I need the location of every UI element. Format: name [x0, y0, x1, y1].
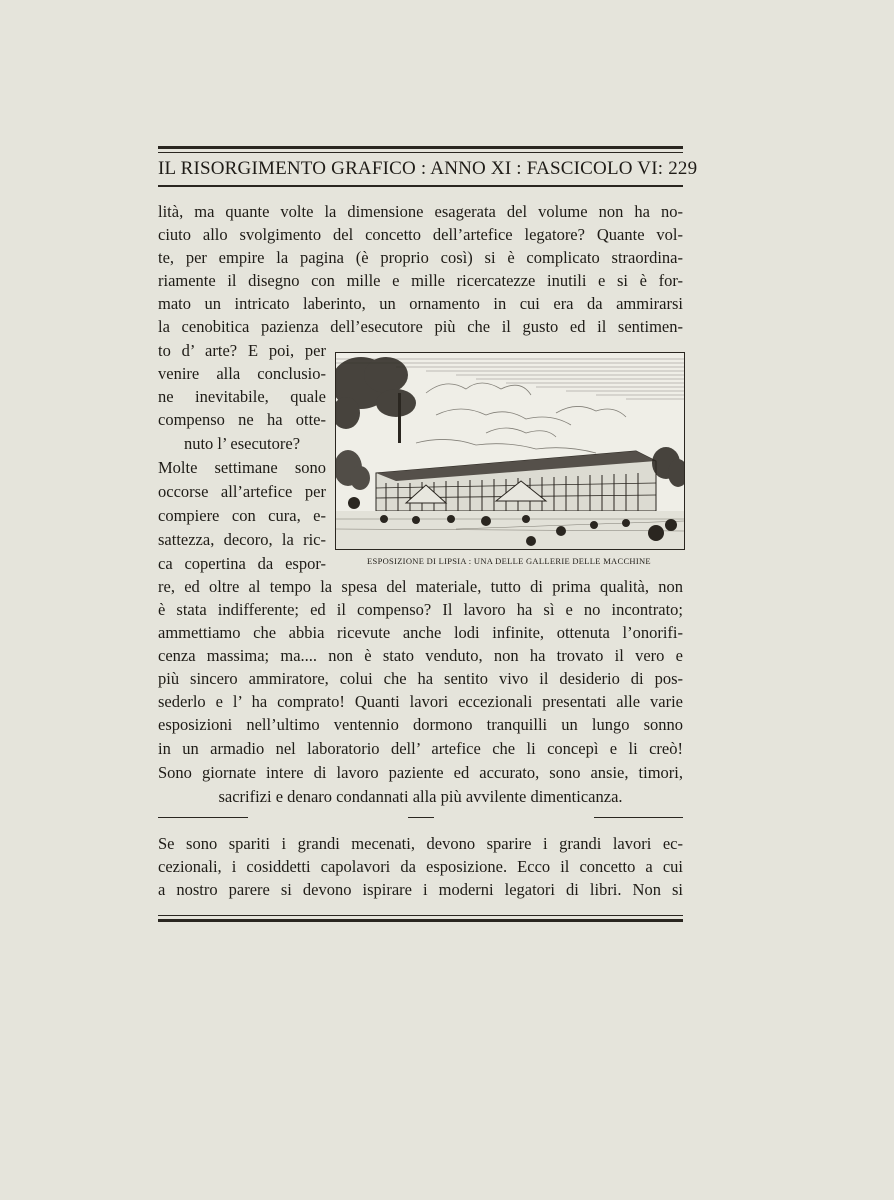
text-line: riamente il disegno con mille e mille ricercatezze inutili e si è for- — [158, 271, 683, 290]
text-line: ca copertina da espor- — [158, 554, 326, 573]
text-line: più sincero ammiratore, colui che ha sentito vivo il desiderio di pos- — [158, 669, 683, 688]
header-top-rule — [158, 146, 683, 153]
text-line: Se sono spariti i grandi mecenati, devono sparire i grandi lavori ec- — [158, 834, 683, 853]
figure-caption: ESPOSIZIONE DI LIPSIA : UNA DELLE GALLERIE DELLE MACCHINE — [367, 556, 651, 566]
running-header-title: IL RISORGIMENTO GRAFICO : ANNO XI : FASCICOLO VI — [158, 158, 658, 179]
text-line: compiere con cura, e- — [158, 506, 326, 525]
text-line: to d’ arte? E poi, per — [158, 341, 326, 360]
text-line-closing: sacrifizi e denaro condannati alla più avvilente dimenticanza. — [218, 787, 623, 806]
text-line: venire alla conclusio- — [158, 364, 326, 383]
text-line: cezionali, i cosiddetti capolavori da esposizione. Ecco il concetto a cui — [158, 857, 683, 876]
section-divider-center — [408, 817, 434, 818]
exhibition-engraving — [335, 352, 685, 550]
text-line: in un armadio nel laboratorio dell’ artefice che li concepì e li creò! — [158, 739, 683, 758]
text-line: la cenobitica pazienza dell’esecutore più che il gusto ed il sentimen- — [158, 317, 683, 336]
text-line: nuto l’ esecutore? — [183, 434, 301, 453]
text-line: Sono giornate intere di lavoro paziente ed accurato, sono ansie, timori, — [158, 763, 683, 782]
text-line: re, ed oltre al tempo la spesa del materiale, tutto di prima qualità, non — [158, 577, 683, 596]
header-bottom-rule — [158, 185, 683, 187]
text-line: mato un intricato laberinto, un ornamento in cui era da ammirarsi — [158, 294, 683, 313]
text-line: compenso ne ha otte- — [158, 410, 326, 429]
text-line: sederlo e l’ ha comprato! Quanti lavori eccezionali presentati alle varie — [158, 692, 683, 711]
section-divider-left — [158, 817, 248, 818]
text-line: sattezza, decoro, la ric- — [158, 530, 326, 549]
text-line: cenza massima; ma.... non è stato venduto, non ha trovato il vero e — [158, 646, 683, 665]
footer-rule — [158, 915, 683, 922]
text-line: lità, ma quante volte la dimensione esagerata del volume non ha no- — [158, 202, 683, 221]
text-line: è stata indifferente; ed il compenso? Il lavoro ha sì e no incontrato; — [158, 600, 683, 619]
text-line: esposizioni nell’ultimo ventennio dormono tranquilli un lungo sonno — [158, 715, 683, 734]
text-line: Molte settimane sono — [158, 458, 326, 477]
section-divider-right — [594, 817, 683, 818]
text-line: ne inevitabile, quale — [158, 387, 326, 406]
page-number: : 229 — [657, 158, 698, 179]
text-line: te, per empire la pagina (è proprio così) si è complicato straordina- — [158, 248, 683, 267]
text-line: a nostro parere si devono ispirare i moderni legatori di libri. Non si — [158, 880, 683, 899]
text-line: occorse all’artefice per — [158, 482, 326, 501]
running-header — [158, 158, 698, 180]
text-line: ciuto allo svolgimento del concetto dell’artefice legatore? Quante vol- — [158, 225, 683, 244]
text-line: ammettiamo che abbia ricevute anche lodi infinite, ottenuta l’onorifi- — [158, 623, 683, 642]
